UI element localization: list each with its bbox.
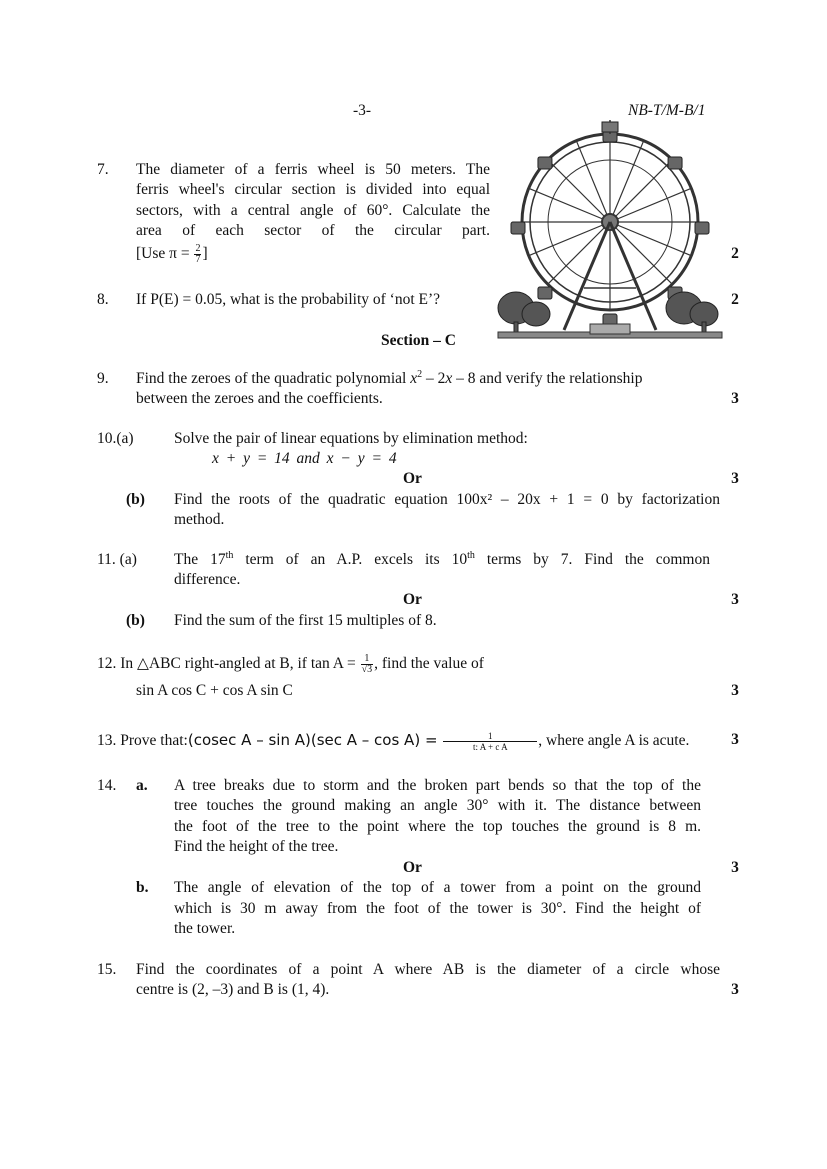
- q10-marks: 3: [731, 470, 739, 487]
- q7-pi-denominator: 7: [195, 254, 201, 265]
- q11b-text: Find the sum of the first 15 multiples of 8.: [174, 612, 437, 629]
- q15-marks: 3: [731, 981, 739, 998]
- gondola: [695, 222, 709, 234]
- q13-marks: 3: [731, 731, 739, 748]
- q9-marks: 3: [731, 390, 739, 407]
- q11a-line-1: [174, 550, 710, 571]
- q7-pi-fraction: [194, 244, 201, 265]
- q12-frac-num: 1: [361, 654, 374, 665]
- q10a-equation: x + y = 14 and x − y = 4: [212, 450, 397, 467]
- q11a-sup-1: th: [225, 550, 234, 561]
- q8-marks: 2: [731, 291, 739, 308]
- q14b-line-3: the tower.: [174, 920, 236, 937]
- q11-or: Or: [403, 591, 422, 608]
- q12-fraction: [361, 654, 374, 675]
- gondola: [538, 287, 552, 299]
- q11a-text-3: terms by 7. Find the common: [474, 551, 710, 568]
- q14a-line-2: tree touches the ground making an angle 30° with it. The distance between: [174, 797, 701, 814]
- q7-marks: 2: [731, 245, 739, 262]
- q14-marks: 3: [731, 859, 739, 876]
- q14a-label: a.: [136, 777, 148, 794]
- q7-line-4: area of each sector of the circular part.: [136, 222, 490, 239]
- q14a-line-4: Find the height of the tree.: [174, 838, 339, 855]
- page-number: -3-: [353, 102, 372, 119]
- q13-line: [97, 730, 689, 752]
- q12-line-2: sin A cos C + cos A sin C: [136, 682, 293, 699]
- q12-text-b: , find the value of: [374, 655, 484, 673]
- q15-number: 15.: [97, 961, 117, 978]
- q7-line-3: sectors, with a central angle of 60°. Calculate the: [136, 202, 490, 219]
- q9-line-1: [136, 369, 642, 389]
- q9-line-2: between the zeroes and the coefficients.: [136, 390, 383, 407]
- q9-var-x2: x: [445, 370, 453, 387]
- q7-pi-numerator: 2: [195, 243, 201, 254]
- q12-text-a: 12. In △ABC right-angled at B, if tan A =: [97, 655, 360, 673]
- q11-marks: 3: [731, 591, 739, 608]
- q12-frac-den: √3: [361, 664, 373, 675]
- q11a-text-2: term of an A.P. excels its 10: [233, 551, 468, 568]
- wheel-spoke: [610, 160, 672, 222]
- q13-expression: (cosec A – sin A)(sec A – cos A) =: [187, 731, 443, 749]
- q8-number: 8.: [97, 291, 109, 308]
- q11a-number: 11. (a): [97, 551, 137, 568]
- q12-marks: 3: [731, 682, 739, 699]
- q10b-line-2: method.: [174, 511, 225, 528]
- q7-number: 7.: [97, 161, 109, 178]
- wheel-spoke: [548, 160, 610, 222]
- wheel-spoke: [610, 222, 672, 284]
- q10b-label: (b): [126, 491, 145, 508]
- q12-line-1: [97, 654, 484, 675]
- q10b-line-1: Find the roots of the quadratic equation 100x² – 20x + 1 = 0 by factorization: [174, 491, 720, 508]
- q13-suffix: , where angle A is acute.: [538, 732, 690, 749]
- q9-text-b: – 8 and verify the relationship: [452, 370, 643, 387]
- q13-frac-den: t: A + c A: [472, 741, 508, 752]
- gondola: [668, 157, 682, 169]
- q7-use-pi: [136, 244, 208, 265]
- wheel-spoke: [548, 222, 610, 284]
- q14b-line-2: which is 30 m away from the foot of the tower is 30°. Find the height of: [174, 900, 701, 917]
- q7-line-1: The diameter of a ferris wheel is 50 meters. The: [136, 161, 490, 178]
- q14b-line-1: The angle of elevation of the top of a tower from a point on the ground: [174, 879, 701, 896]
- q13-frac-num: 1: [443, 731, 537, 742]
- q9-var-x: x: [410, 370, 418, 387]
- q14-number: 14.: [97, 777, 117, 794]
- q14-or: Or: [403, 859, 422, 876]
- paper-code: NB-T/M-B/1: [628, 102, 706, 119]
- q13-fraction: [443, 731, 537, 752]
- q11a-line-2: difference.: [174, 571, 241, 588]
- q15-line-2: centre is (2, –3) and B is (1, 4).: [136, 981, 330, 998]
- gondola: [511, 222, 525, 234]
- q11b-label: (b): [126, 612, 145, 629]
- q9-exponent: 2: [417, 369, 423, 380]
- q10a-text: Solve the pair of linear equations by elimination method:: [174, 430, 528, 447]
- q9-text-a: Find the zeroes of the quadratic polynomial: [136, 370, 411, 387]
- q14a-line-1: A tree breaks due to storm and the broken part bends so that the top of the: [174, 777, 701, 794]
- q9-text-mid: – 2: [422, 370, 446, 387]
- q10-or: Or: [403, 470, 422, 487]
- q11a-sup-2: th: [467, 550, 475, 561]
- q7-line-2: ferris wheel's circular section is divided into equal: [136, 181, 490, 198]
- q8-text: If P(E) = 0.05, what is the probability of ‘not E’?: [136, 291, 441, 308]
- q9-number: 9.: [97, 370, 109, 387]
- q15-line-1: Find the coordinates of a point A where AB is the diameter of a circle whose: [136, 961, 720, 978]
- q7-use-pi-close: ]: [202, 245, 208, 263]
- ferris-wheel-image: [494, 118, 726, 350]
- q7-use-pi-text: [Use π =: [136, 245, 194, 263]
- gondola: [538, 157, 552, 169]
- q11a-text-1: The 17: [174, 551, 226, 568]
- q14b-label: b.: [136, 879, 149, 896]
- q13-prefix: 13. Prove that:: [97, 732, 188, 749]
- section-c-heading: Section – C: [381, 332, 456, 349]
- q14a-line-3: the foot of the tree to the point where the top touches the ground is 8 m.: [174, 818, 701, 835]
- q10a-number: 10.(a): [97, 430, 134, 447]
